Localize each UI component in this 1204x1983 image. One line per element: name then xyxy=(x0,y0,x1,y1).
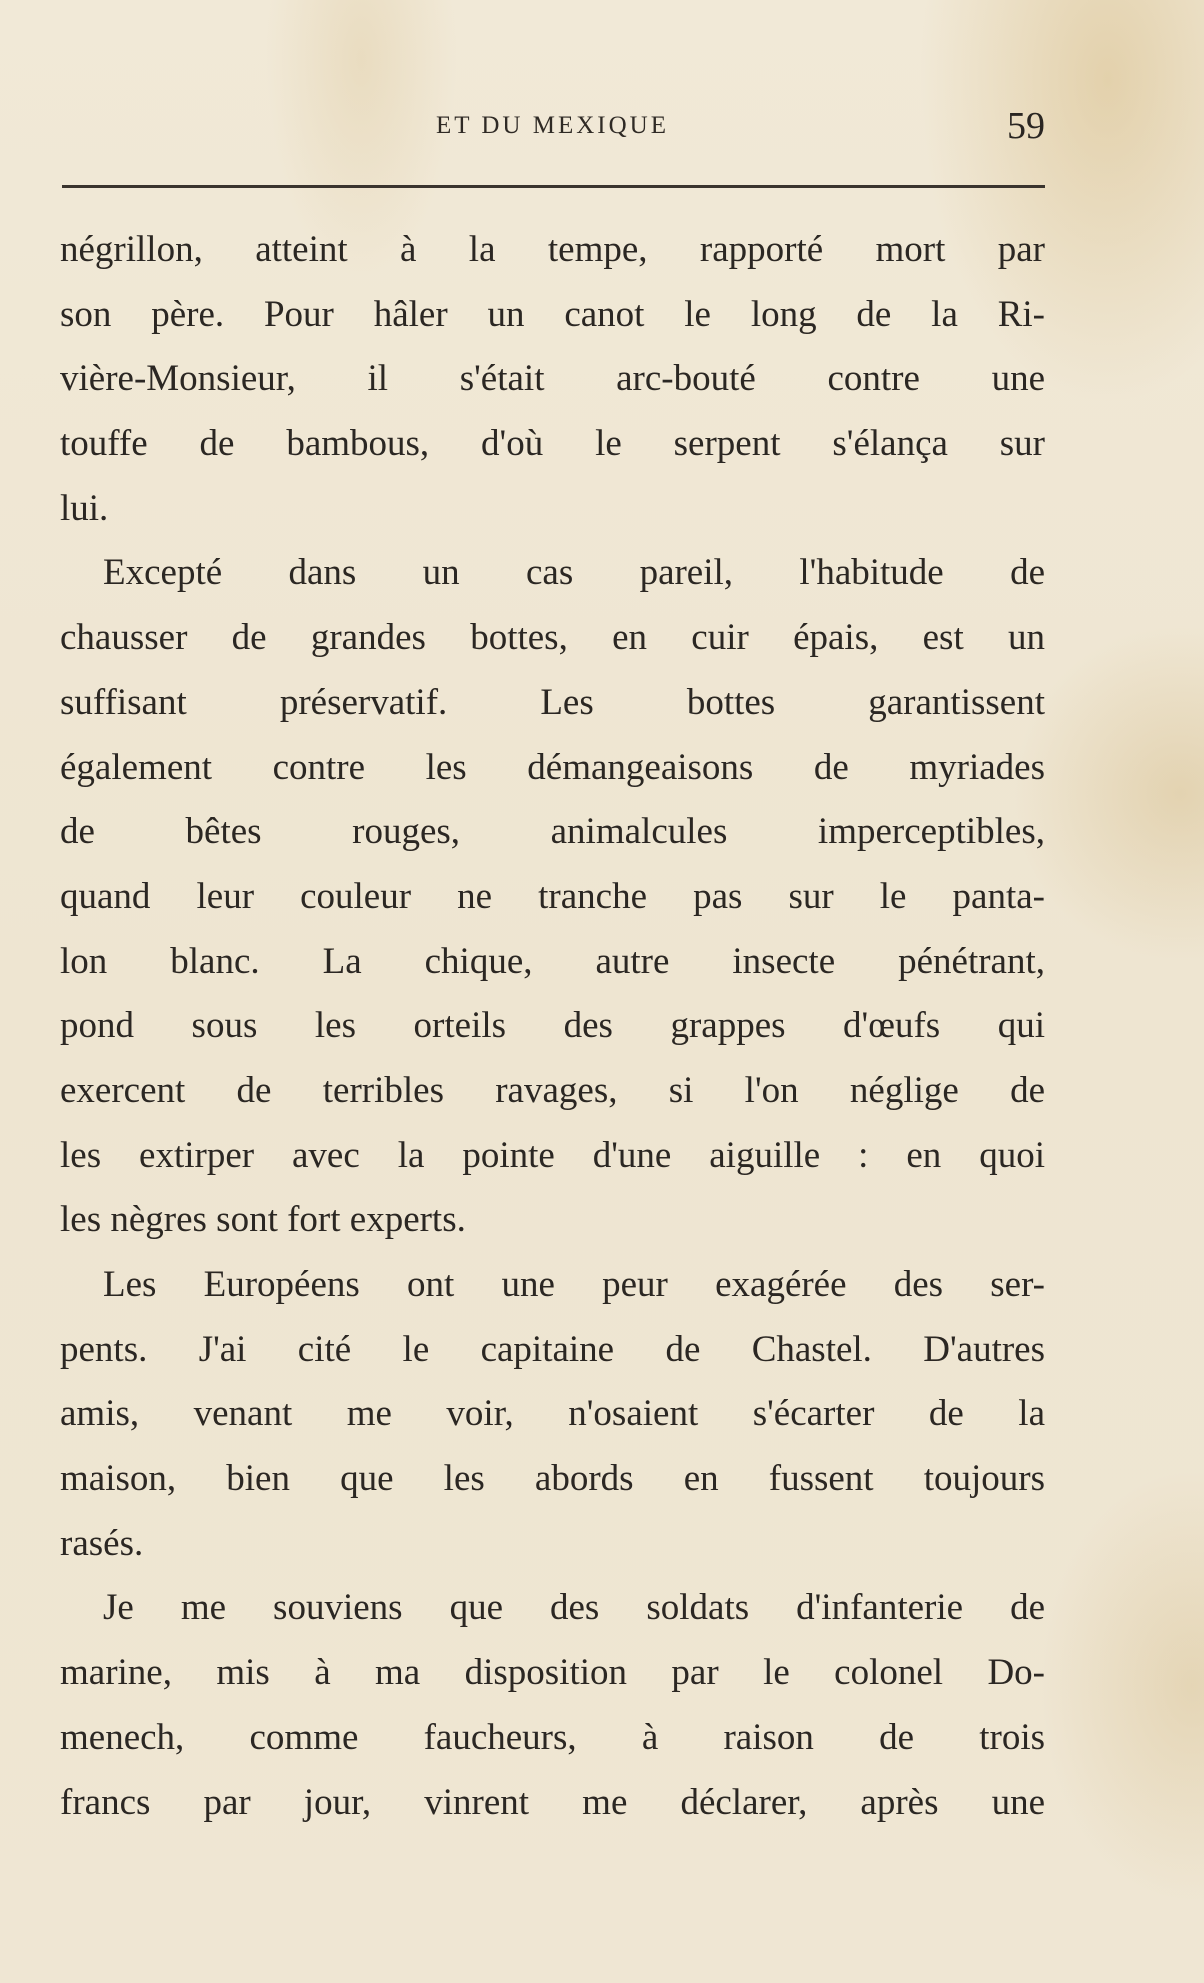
text-line: exercent de terribles ravages, si l'on néglige de xyxy=(60,1069,1045,1111)
text-line: les nègres sont fort experts. xyxy=(60,1199,466,1241)
text-line: vière-Monsieur, il s'était arc-bouté contre une xyxy=(60,358,1045,400)
header-rule xyxy=(62,185,1045,188)
text-line: lon blanc. La chique, autre insecte pénétrant, xyxy=(60,940,1045,982)
running-head: ET DU MEXIQUE xyxy=(436,112,669,139)
text-line: amis, venant me voir, n'osaient s'écarter de la xyxy=(60,1393,1045,1435)
text-line: quand leur couleur ne tranche pas sur le panta- xyxy=(60,875,1045,917)
text-line: rasés. xyxy=(60,1522,144,1564)
text-line: de bêtes rouges, animalcules imperceptibles, xyxy=(60,811,1045,853)
text-line: négrillon, atteint à la tempe, rapporté mort par xyxy=(60,229,1045,270)
text-line: maison, bien que les abords en fussent toujours xyxy=(60,1458,1045,1500)
text-line: pents. J'ai cité le capitaine de Chastel. D'autres xyxy=(60,1328,1045,1370)
text-line: francs par jour, vinrent me déclarer, après une xyxy=(60,1781,1045,1823)
page-header xyxy=(60,105,1045,158)
text-line: les extirper avec la pointe d'une aiguille : en quoi xyxy=(60,1134,1045,1176)
text-line: touffe de bambous, d'où le serpent s'élança sur xyxy=(60,423,1045,465)
text-line: également contre les démangeaisons de myriades xyxy=(60,746,1045,788)
text-line: pond sous les orteils des grappes d'œufs qui xyxy=(60,1005,1045,1047)
body-text xyxy=(60,218,1045,1835)
text-line: lui. xyxy=(60,487,109,529)
text-line: suffisant préservatif. Les bottes garantissent xyxy=(60,681,1045,723)
text-line: son père. Pour hâler un canot le long de la Ri- xyxy=(60,293,1045,335)
text-line: marine, mis à ma disposition par le colonel Do- xyxy=(60,1652,1045,1694)
page-number: 59 xyxy=(1007,105,1045,147)
text-line: menech, comme faucheurs, à raison de trois xyxy=(60,1716,1045,1758)
text-line: Les Européens ont une peur exagérée des ser- xyxy=(103,1264,1045,1305)
text-line: Je me souviens que des soldats d'infanterie de xyxy=(103,1587,1045,1629)
text-line: Excepté dans un cas pareil, l'habitude de xyxy=(103,552,1045,594)
text-line: chausser de grandes bottes, en cuir épais, est un xyxy=(60,617,1045,659)
